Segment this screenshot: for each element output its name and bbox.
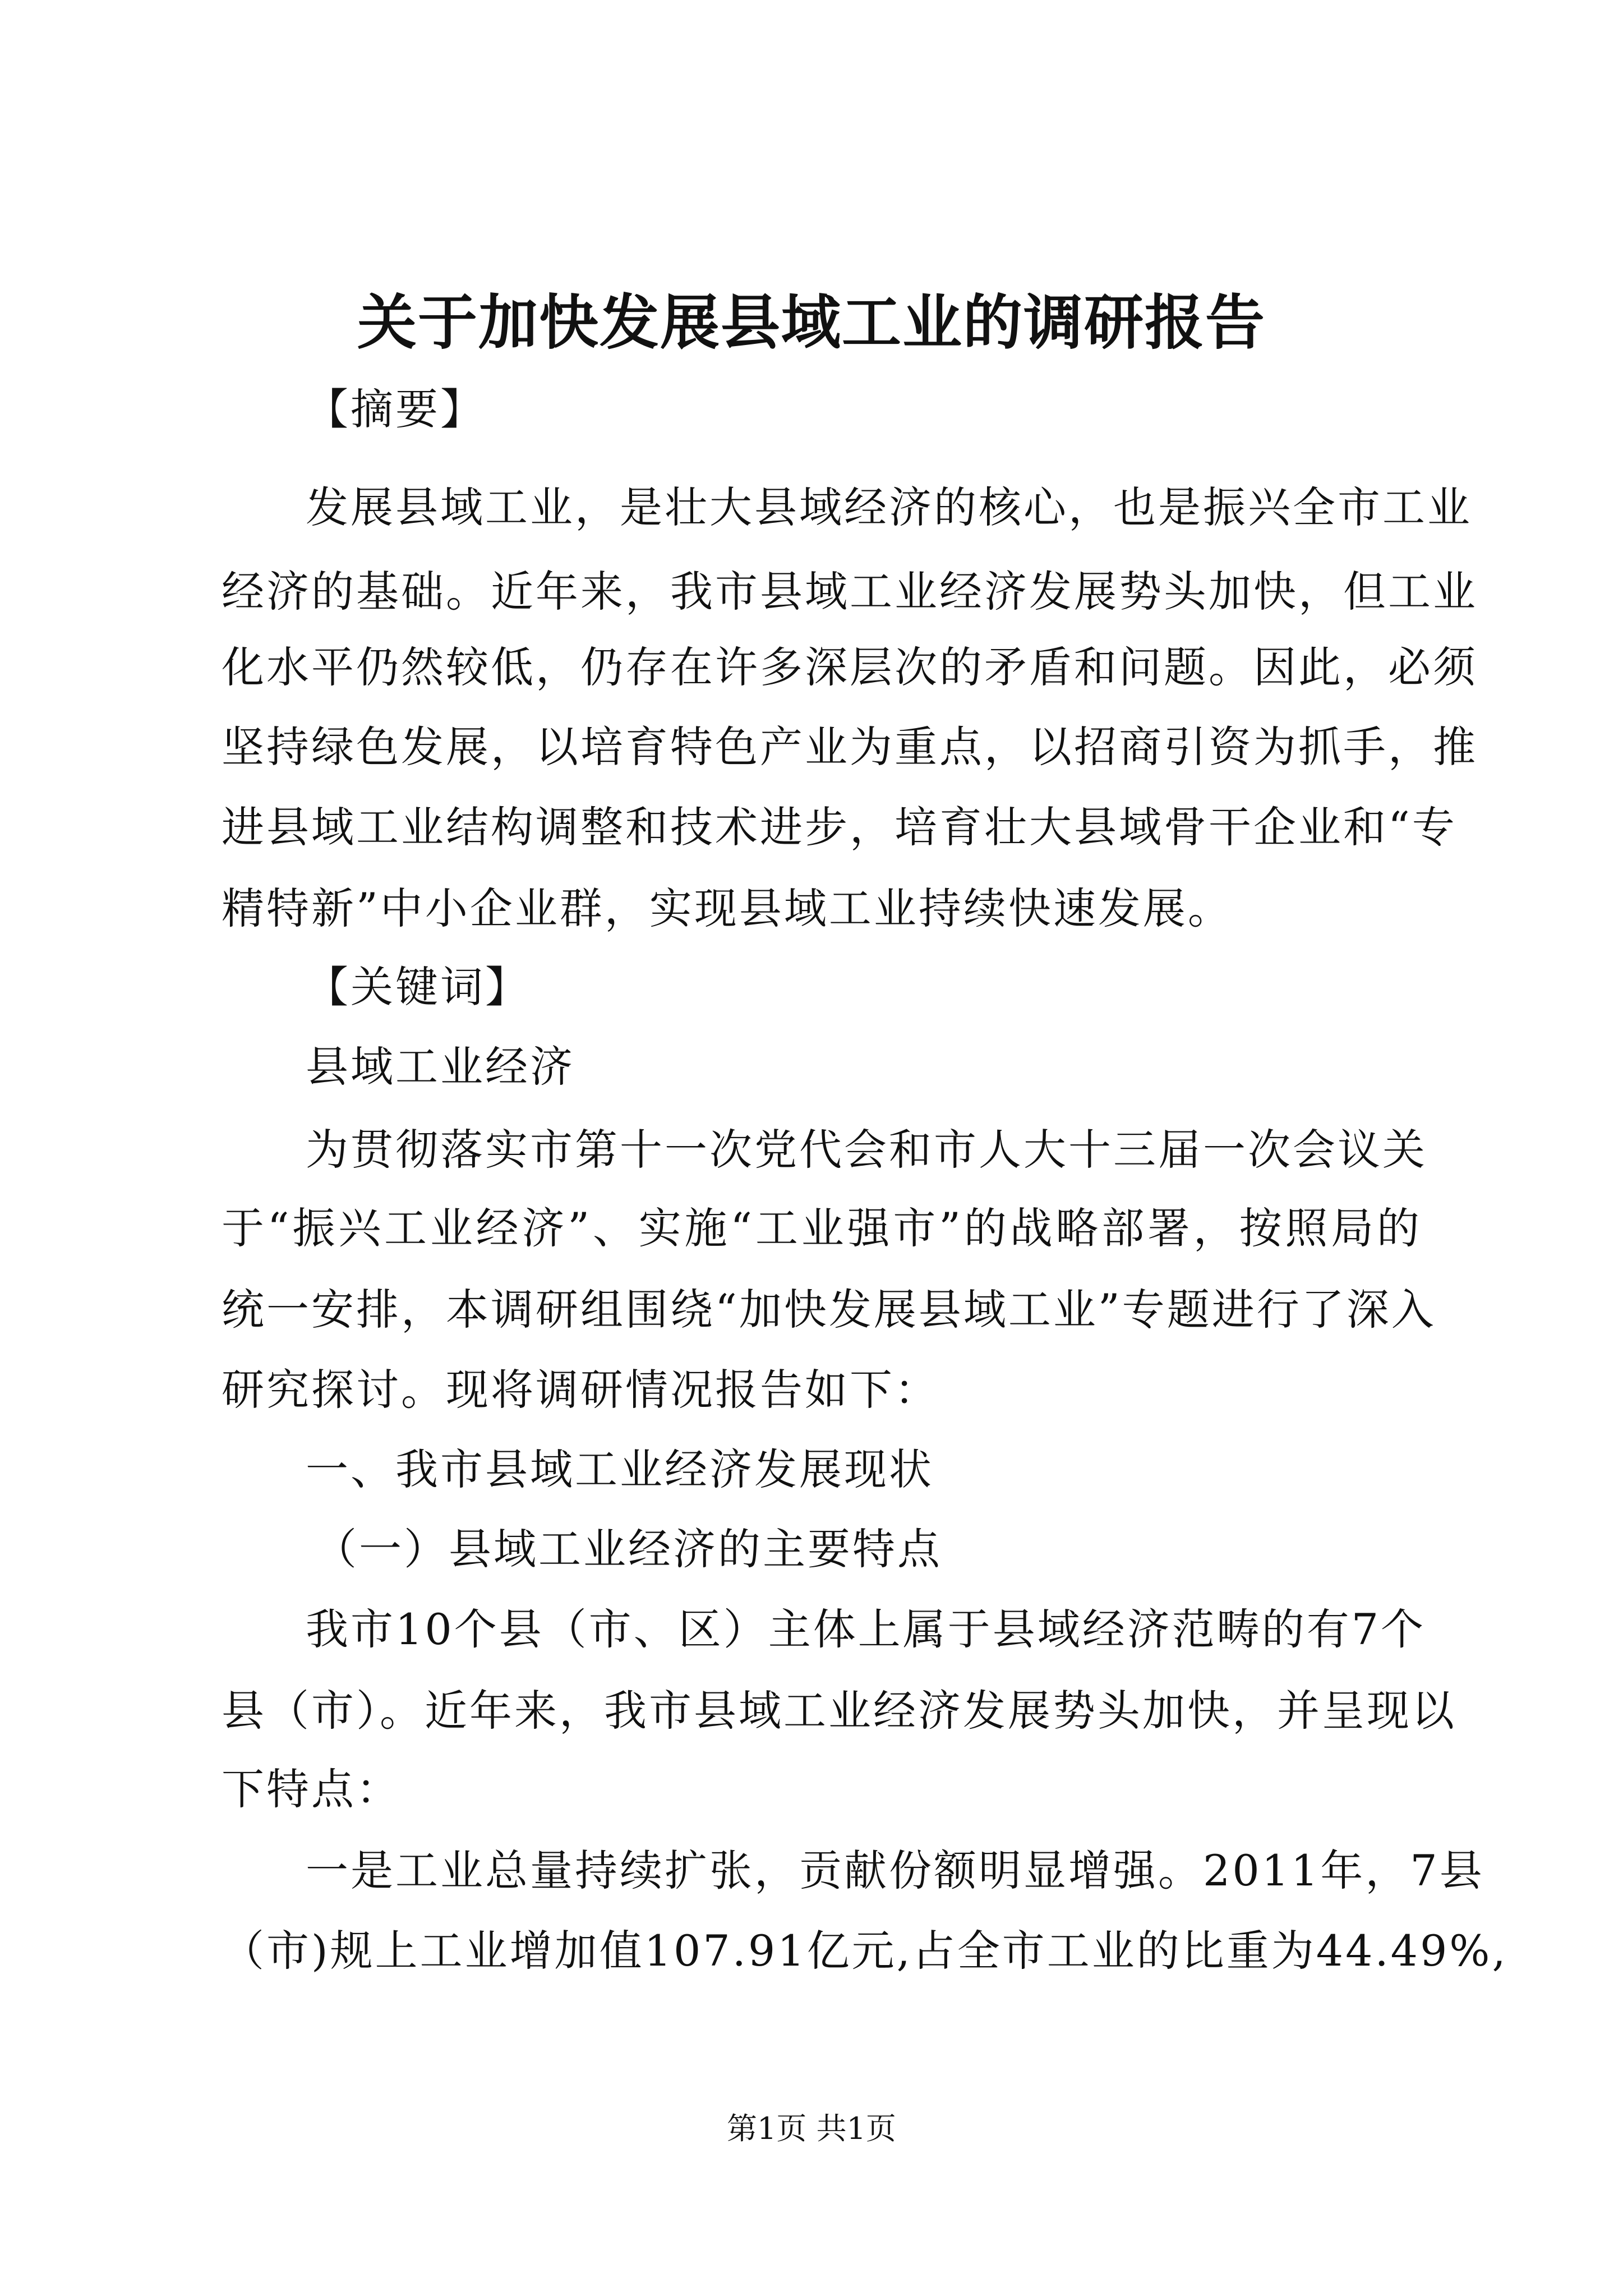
abstract-line: 化水平仍然较低，仍存在许多深层次的矛盾和问题。因此，必须 (222, 642, 1478, 692)
intro-line: 于“振兴工业经济”、实施“工业强市”的战略部署，按照局的 (222, 1203, 1422, 1253)
paragraph-line: （市)规上工业增加值107.91亿元,占全市工业的比重为44.49%, (222, 1926, 1508, 1976)
intro-line: 研究探讨。现将调研情况报告如下： (222, 1365, 939, 1415)
keywords-heading: 【关键词】 (306, 962, 530, 1012)
abstract-heading: 【摘要】 (306, 384, 485, 434)
paragraph-line: 我市10个县（市、区）主体上属于县域经济范畴的有7个 (306, 1604, 1426, 1654)
abstract-line: 精特新”中小企业群，实现县域工业持续快速发展。 (222, 884, 1233, 933)
paragraph-line: 下特点： (222, 1764, 401, 1814)
paragraph-line: 一是工业总量持续扩张，贡献份额明显增强。2011年，7县 (306, 1846, 1484, 1895)
section-heading: 一、我市县域工业经济发展现状 (306, 1444, 934, 1494)
abstract-line: 发展县域工业，是壮大县域经济的核心，也是振兴全市工业 (306, 482, 1472, 532)
abstract-line: 坚持绿色发展，以培育特色产业为重点，以招商引资为抓手，推 (222, 722, 1478, 772)
keywords-text: 县域工业经济 (306, 1042, 575, 1092)
intro-line: 统一安排，本调研组围绕“加快发展县域工业”专题进行了深入 (222, 1285, 1436, 1335)
page-footer: 第1页 共1页 (727, 2111, 896, 2146)
abstract-line: 经济的基础。近年来，我市县域工业经济发展势头加快，但工业 (222, 567, 1478, 616)
intro-line: 为贯彻落实市第十一次党代会和市人大十三届一次会议关 (306, 1125, 1427, 1175)
abstract-line: 进县域工业结构调整和技术进步，培育壮大县域骨干企业和“专 (222, 802, 1457, 852)
paragraph-line: 县（市）。近年来，我市县域工业经济发展势头加快，并呈现以 (222, 1686, 1456, 1736)
subsection-heading: （一）县域工业经济的主要特点 (314, 1524, 942, 1574)
document-title: 关于加快发展县域工业的调研报告 (357, 287, 1266, 357)
